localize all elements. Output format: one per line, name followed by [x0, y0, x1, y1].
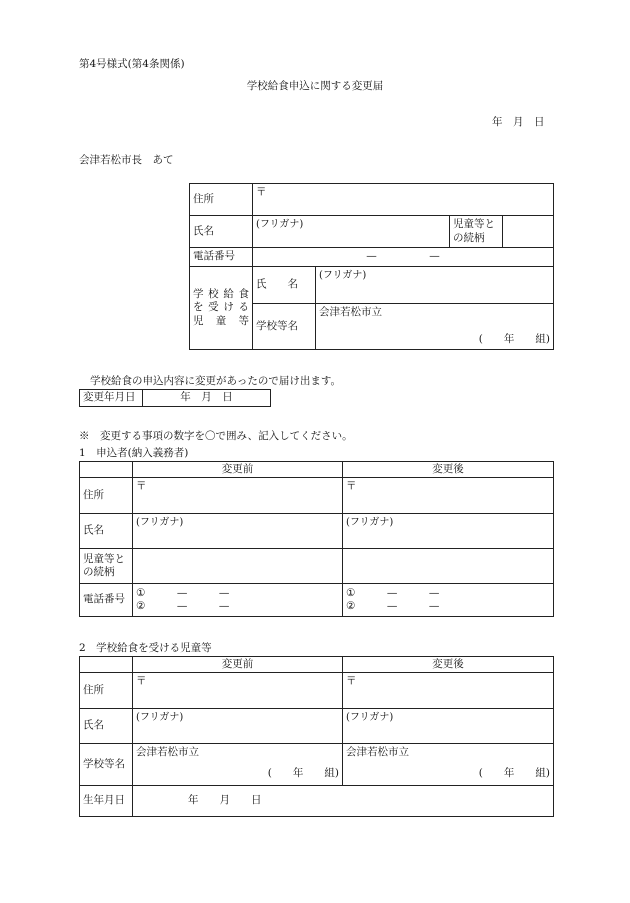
school-label: 学校等名	[253, 304, 316, 350]
school-prefix: 会津若松市立	[319, 306, 382, 318]
child-label	[190, 267, 253, 350]
section1-heading: 1 申込者(納入義務者)	[79, 447, 189, 459]
s2-col-after: 変更後	[343, 657, 554, 673]
instruction-text: ※ 変更する事項の数字を〇で囲み、記入してください。	[79, 430, 353, 442]
section1-table	[79, 461, 554, 617]
s2-address-after[interactable]	[343, 673, 554, 709]
submission-date: 年 月 日	[492, 116, 545, 128]
school-field[interactable]	[316, 304, 554, 350]
s1-relation-after[interactable]	[343, 549, 554, 584]
relation-label-line2: の続柄	[453, 231, 485, 244]
s1-name-after[interactable]	[343, 514, 554, 549]
relation-field[interactable]	[503, 216, 554, 248]
postal-mark: 〒	[136, 675, 147, 687]
s1-relation-line2: の続柄	[83, 566, 115, 578]
postal-mark: 〒	[256, 186, 267, 198]
phone-line-2: ② — —	[136, 600, 230, 612]
name-label: 氏名	[190, 216, 253, 248]
s1-relation-before[interactable]	[133, 549, 343, 584]
postal-mark: 〒	[136, 480, 147, 492]
dob-value: 年 月 日	[188, 794, 262, 807]
s1-relation-line1: 児童等と	[83, 552, 125, 565]
school-prefix: 会津若松市立	[346, 746, 409, 758]
s1-phone-after[interactable]	[343, 584, 554, 617]
child-name-field[interactable]	[316, 267, 554, 304]
furigana-label: (フリガナ)	[346, 712, 394, 723]
s1-address-after[interactable]	[343, 478, 554, 514]
name-field[interactable]	[253, 216, 450, 248]
s1-name-label: 氏名	[80, 514, 133, 549]
child-label-line3: 児童等	[193, 314, 249, 327]
form-number: 第4号様式(第4条関係)	[79, 58, 185, 70]
section2-heading: 2 学校給食を受ける児童等	[79, 642, 212, 654]
s2-name-before[interactable]	[133, 709, 343, 744]
phone-label: 電話番号	[190, 248, 253, 267]
s2-dob-field[interactable]	[133, 786, 554, 817]
address-field[interactable]	[253, 184, 554, 216]
s1-col-after: 変更後	[343, 462, 554, 478]
child-name-label: 氏 名	[253, 267, 316, 304]
corner-cell	[80, 657, 133, 673]
s2-col-before: 変更前	[133, 657, 343, 673]
corner-cell	[80, 462, 133, 478]
furigana-label: (フリガナ)	[346, 517, 394, 528]
address-label: 住所	[190, 184, 253, 216]
s2-dob-label: 生年月日	[80, 786, 133, 817]
s1-col-before: 変更前	[133, 462, 343, 478]
change-date-table	[79, 389, 271, 407]
s2-school-label: 学校等名	[80, 744, 133, 786]
relation-label	[450, 216, 503, 248]
s1-address-label: 住所	[80, 478, 133, 514]
section2-table	[79, 656, 554, 817]
phone-line-1: ① — —	[136, 586, 230, 599]
furigana-label: (フリガナ)	[256, 219, 304, 230]
change-date-field[interactable]: 年 月 日	[143, 390, 271, 407]
s2-name-label: 氏名	[80, 709, 133, 744]
s1-relation-label	[80, 549, 133, 584]
phone-field[interactable]: — —	[253, 248, 554, 267]
addressee: 会津若松市長 あて	[79, 154, 174, 166]
s1-phone-label: 電話番号	[80, 584, 133, 617]
document-title: 学校給食申込に関する変更届	[246, 80, 384, 92]
s2-address-label: 住所	[80, 673, 133, 709]
class-line: ( 年 組)	[478, 767, 550, 780]
s1-name-before[interactable]	[133, 514, 343, 549]
relation-label-line1: 児童等と	[453, 218, 495, 231]
s2-address-before[interactable]	[133, 673, 343, 709]
child-label-line2: を受ける	[193, 301, 249, 314]
furigana-label: (フリガナ)	[136, 517, 184, 528]
child-label-line1: 学校給食	[193, 288, 249, 301]
postal-mark: 〒	[346, 480, 357, 492]
phone-line-1: ① — —	[346, 586, 440, 599]
phone-line-2: ② — —	[346, 600, 440, 612]
s2-school-before[interactable]	[133, 744, 343, 786]
s2-school-after[interactable]	[343, 744, 554, 786]
s1-address-before[interactable]	[133, 478, 343, 514]
notice-text: 学校給食の申込内容に変更があったので届け出ます。	[90, 375, 342, 387]
change-date-label: 変更年月日	[80, 390, 143, 407]
applicant-table	[189, 183, 554, 350]
s1-phone-before[interactable]	[133, 584, 343, 617]
s2-name-after[interactable]	[343, 709, 554, 744]
school-prefix: 会津若松市立	[136, 746, 199, 758]
class-line: ( 年 組)	[478, 333, 550, 346]
class-line: ( 年 組)	[267, 767, 339, 780]
postal-mark: 〒	[346, 675, 357, 687]
furigana-label: (フリガナ)	[136, 712, 184, 723]
child-furigana-label: (フリガナ)	[319, 270, 367, 281]
